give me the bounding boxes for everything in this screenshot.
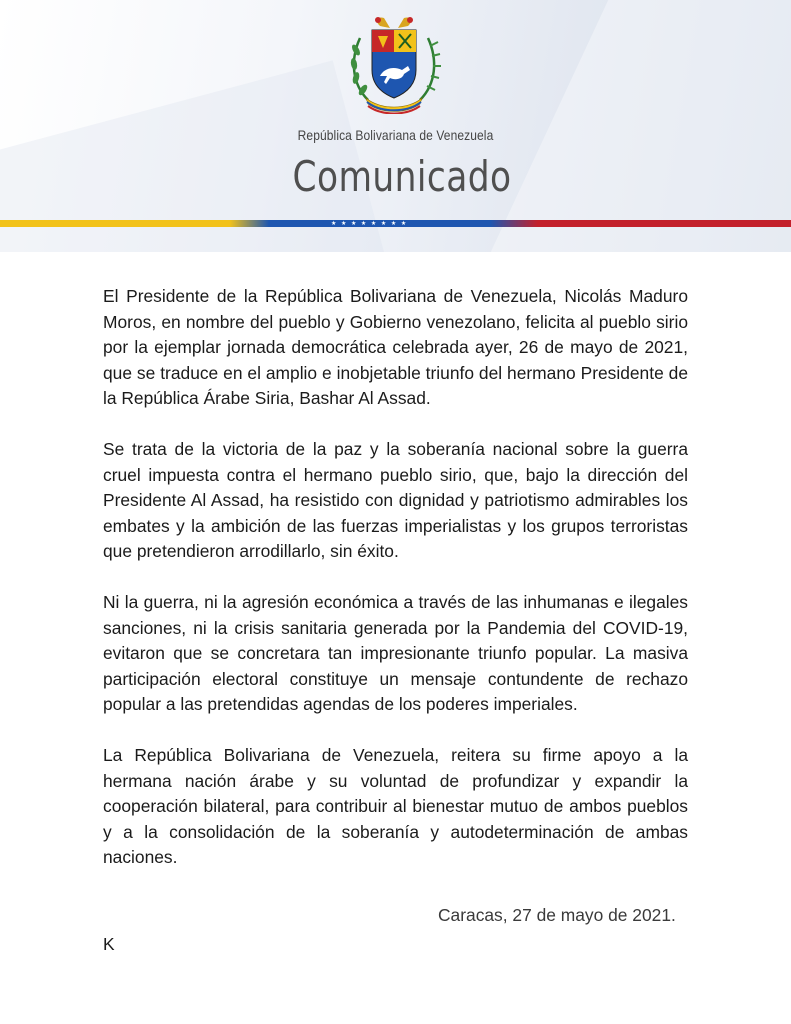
coat-of-arms-emblem bbox=[346, 14, 442, 114]
document-title: Comunicado bbox=[292, 152, 512, 201]
paragraph: Se trata de la victoria de la paz y la soberanía nacional sobre la guerra cruel impuesta contra el hermano pueblo sirio, que, bajo la dirección del Presidente Al Assad, ha resistido con dignidad y patriotismo admirables los embates y la ambición de las fuerzas imperialistas y los grupos terroristas que pretendieron arrodillarlo, sin éxito. bbox=[103, 439, 688, 561]
statement-body bbox=[103, 284, 688, 896]
place-and-date: Caracas, 27 de mayo de 2021. bbox=[438, 905, 676, 925]
header-sheen bbox=[491, 0, 791, 252]
author-initial: K bbox=[103, 934, 115, 954]
paragraph: Ni la guerra, ni la agresión económica a través de las inhumanas e ilegales sanciones, ni la crisis sanitaria generada por la Pandemia del COVID-19, evitaron que se concretara tan impresionante triunfo popular. La masiva participación electoral constituye un mensaje contundente de rechazo popular a las pretendidas agendas de los poderes imperiales. bbox=[103, 592, 688, 714]
paragraph: La República Bolivariana de Venezuela, reitera su firme apoyo a la hermana nación árabe y su voluntad de profundizar y expandir la cooperación bilateral, para contribuir al bienestar mutuo de ambos pueblos y a la consolidación de la soberanía y autodeterminación de ambas naciones. bbox=[103, 745, 688, 867]
republic-name: República Bolivariana de Venezuela bbox=[297, 127, 494, 143]
letterhead bbox=[0, 0, 791, 252]
flag-stars: ★★★★★★★★ bbox=[331, 221, 411, 227]
paragraph: El Presidente de la República Bolivariana de Venezuela, Nicolás Maduro Moros, en nombre del pueblo y Gobierno venezolano, felicita al pueblo sirio por la ejemplar jornada democrática celebrada ayer, 26 de mayo de 2021, que se traduce en el amplio e inobjetable triunfo del hermano Presidente de la República Árabe Siria, Bashar Al Assad. bbox=[103, 286, 688, 408]
